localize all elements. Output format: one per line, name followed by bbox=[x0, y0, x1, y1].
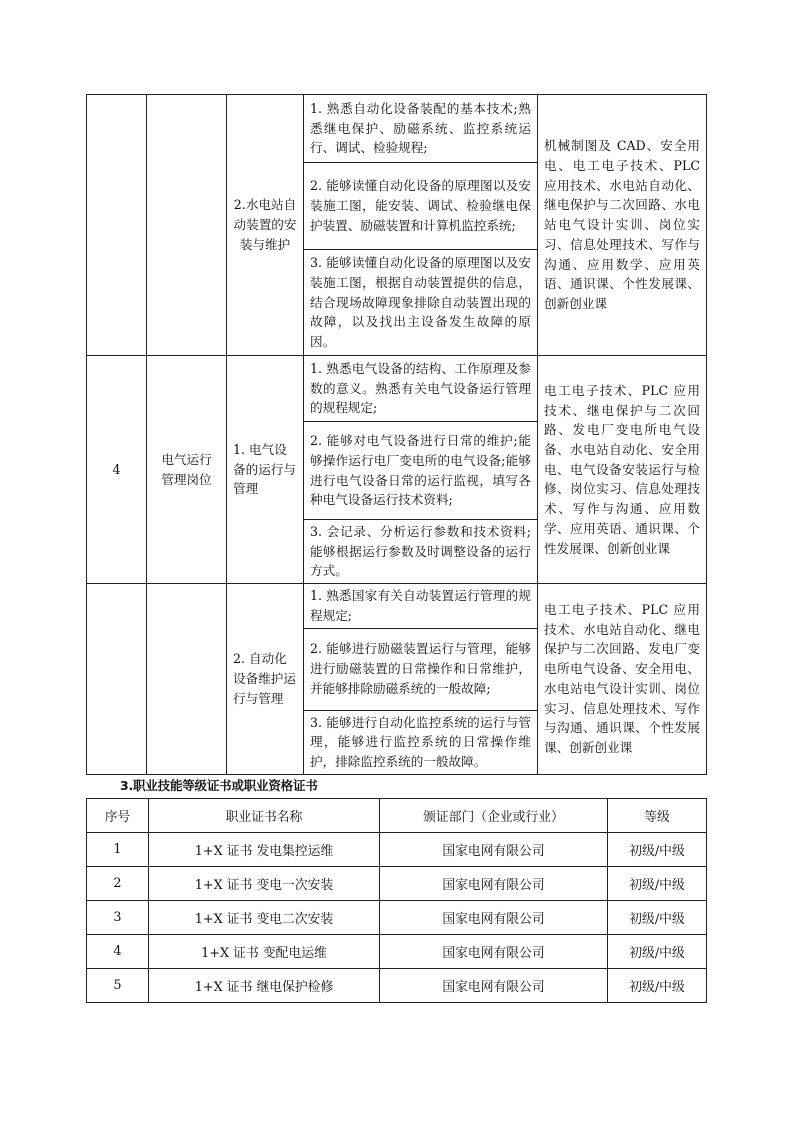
row1-ability-2: 2. 能够读懂自动化设备的原理图以及安装施工图，能安装、调试、检验继电保护装置、励磁装置和计算机监控系统; bbox=[304, 163, 538, 250]
row3-ability-2: 2. 能够进行励磁装置运行与管理，能够进行励磁装置的日常操作和日常维护，并能够排除励磁系统的一般故障; bbox=[304, 628, 538, 710]
cert-index: 2 bbox=[87, 867, 149, 901]
row2-ability-1: 1. 熟悉电气设备的结构、工作原理及参数的意义。熟悉有关电气设备运行管理的规程规定; bbox=[304, 356, 538, 422]
cert-name: 1+X 证书 变电一次安装 bbox=[149, 867, 380, 901]
cert-name: 1+X 证书 变电二次安装 bbox=[149, 901, 380, 935]
post-ability-table bbox=[86, 94, 707, 775]
cert-level: 初级/中级 bbox=[608, 901, 707, 935]
table-row bbox=[87, 969, 707, 1003]
row2-ability-2: 2. 能够对电气设备进行日常的维护;能够操作运行电厂变电所的电气设备;能够进行电气设备日常的运行监视，填写各种电气设备运行技术资料; bbox=[304, 422, 538, 520]
cert-index: 3 bbox=[87, 901, 149, 935]
cert-name: 1+X 证书 变配电运维 bbox=[149, 935, 380, 969]
row2-task-cell: 1. 电气设备的运行与管理 bbox=[227, 356, 304, 584]
row2-courses: 电工电子技术、PLC 应用技术、继电保护与二次回路、发电厂变电所电气设备、水电站自动化、安全用电、电气设备安装运行与检修、岗位实习、信息处理技术、写作与沟通、应用数学、应用英语、通识课、个性发展课、创新创业课 bbox=[538, 356, 707, 584]
certificate-table bbox=[86, 798, 707, 1003]
row2-number-cell: 4 bbox=[87, 356, 147, 584]
row3-task-cell: 2. 自动化设备维护运行与管理 bbox=[227, 584, 304, 775]
row1-number-cell bbox=[87, 95, 147, 356]
row3-ability-1: 1. 熟悉国家有关自动装置运行管理的规程规定; bbox=[304, 584, 538, 628]
row1-ability-1: 1. 熟悉自动化设备装配的基本技术;熟悉继电保护、励磁系统、监控系统运行、调试、检验规程; bbox=[304, 95, 538, 163]
row3-post-cell bbox=[147, 584, 227, 775]
row1-ability-3: 3. 能够读懂自动化设备的原理图以及安装施工图，根据自动装置提供的信息，结合现场故障现象排除自动装置出现的故障，以及找出主设备发生故障的原因。 bbox=[304, 250, 538, 356]
row1-post-cell bbox=[147, 95, 227, 356]
cert-name: 1+X 证书 继电保护检修 bbox=[149, 969, 380, 1003]
row3-ability-3: 3. 能够进行自动化监控系统的运行与管理，能够进行监控系统的日常操作维护，排除监控系统的一般故障。 bbox=[304, 710, 538, 774]
header-level: 等级 bbox=[608, 799, 707, 833]
cert-index: 1 bbox=[87, 833, 149, 867]
table-row bbox=[87, 901, 707, 935]
cert-issuer: 国家电网有限公司 bbox=[380, 969, 608, 1003]
cert-index: 5 bbox=[87, 969, 149, 1003]
cert-issuer: 国家电网有限公司 bbox=[380, 935, 608, 969]
cert-issuer: 国家电网有限公司 bbox=[380, 901, 608, 935]
row2-post-cell: 电气运行管理岗位 bbox=[147, 356, 227, 584]
row3-number-cell bbox=[87, 584, 147, 775]
table-row bbox=[87, 867, 707, 901]
cert-section-number: 3. bbox=[120, 778, 134, 793]
row3-courses: 电工电子技术、PLC 应用技术、水电站自动化、继电保护与二次回路、发电厂变电所电气设备、安全用电、水电站电气设计实训、岗位实习、信息处理技术、写作与沟通、通识课、个性发展课、创新创业课 bbox=[538, 584, 707, 775]
row2-ability-3: 3. 会记录、分析运行参数和技术资料;能够根据运行参数及时调整设备的运行方式。 bbox=[304, 520, 538, 584]
row1-task-cell: 2.水电站自动装置的安装与维护 bbox=[227, 95, 304, 356]
cert-section-title bbox=[86, 776, 318, 794]
cert-name: 1+X 证书 发电集控运维 bbox=[149, 833, 380, 867]
cert-level: 初级/中级 bbox=[608, 833, 707, 867]
cert-issuer: 国家电网有限公司 bbox=[380, 833, 608, 867]
cert-issuer: 国家电网有限公司 bbox=[380, 867, 608, 901]
header-cert-name: 职业证书名称 bbox=[149, 799, 380, 833]
row1-courses: 机械制图及 CAD、安全用电、电工电子技术、PLC 应用技术、水电站自动化、继电保护与二次回路、水电站电气设计实训、岗位实习、信息处理技术、写作与沟通、应用数学、应用英语、通识课、个性发展课、创新创业课 bbox=[538, 95, 707, 356]
cert-level: 初级/中级 bbox=[608, 969, 707, 1003]
cert-index: 4 bbox=[87, 935, 149, 969]
header-issuer: 颁证部门（企业或行业） bbox=[380, 799, 608, 833]
cert-section-text: 职业技能等级证书或职业资格证书 bbox=[133, 778, 318, 793]
cert-level: 初级/中级 bbox=[608, 867, 707, 901]
table-row bbox=[87, 935, 707, 969]
header-index: 序号 bbox=[87, 799, 149, 833]
cert-level: 初级/中级 bbox=[608, 935, 707, 969]
table-row bbox=[87, 833, 707, 867]
